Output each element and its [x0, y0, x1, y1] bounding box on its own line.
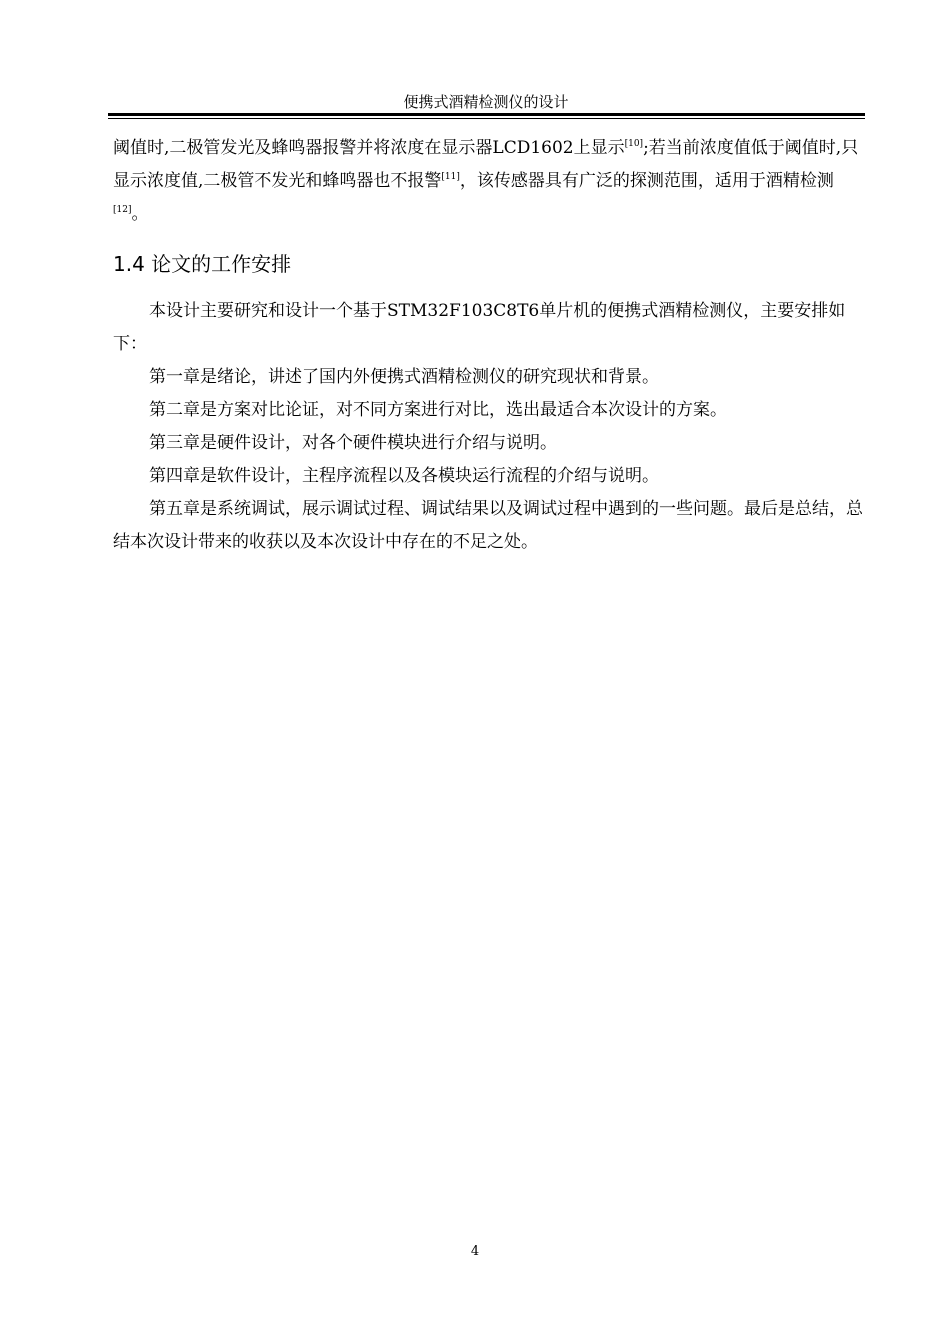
citation-ref: [12]	[113, 205, 132, 215]
paragraph: 第五章是系统调试，展示调试过程、调试结果以及调试过程中遇到的一些问题。最后是总结，总结本次设计带来的收获以及本次设计中存在的不足之处。	[113, 499, 863, 552]
header-rule-thin	[108, 118, 865, 119]
paragraph: 本设计主要研究和设计一个基于STM32F103C8T6单片机的便携式酒精检测仪，主要安排如下：	[113, 301, 846, 354]
text-run: ;若当前浓度值低于阈值时,只显示浓度值,二极管不发光和蜂鸣器也不报警	[113, 138, 859, 191]
citation-ref: [11]	[441, 172, 460, 182]
paragraph: 第二章是方案对比论证，对不同方案进行对比，选出最适合本次设计的方案。	[149, 400, 727, 420]
paragraph: 第一章是绪论，讲述了国内外便携式酒精检测仪的研究现状和背景。	[149, 367, 659, 387]
continued-paragraph	[113, 132, 865, 231]
text-run: 阈值时,二极管发光及蜂鸣器报警并将浓度在显示器LCD1602上显示	[113, 138, 625, 158]
paragraph: 第三章是硬件设计，对各个硬件模块进行介绍与说明。	[149, 433, 557, 453]
citation-ref: [10]	[624, 139, 644, 149]
running-header: 便携式酒精检测仪的设计	[403, 93, 569, 111]
section-heading: 1.4 论文的工作安排	[113, 252, 292, 276]
header-rule-thick	[108, 113, 865, 116]
paragraph: 第四章是软件设计，主程序流程以及各模块运行流程的介绍与说明。	[149, 466, 659, 486]
section-body	[113, 295, 865, 559]
text-run: ，该传感器具有广泛的探测范围，适用于酒精检测	[459, 171, 834, 191]
text-run: 。	[131, 204, 149, 224]
paragraph-continued	[113, 132, 865, 231]
page-number: 4	[470, 1244, 480, 1259]
